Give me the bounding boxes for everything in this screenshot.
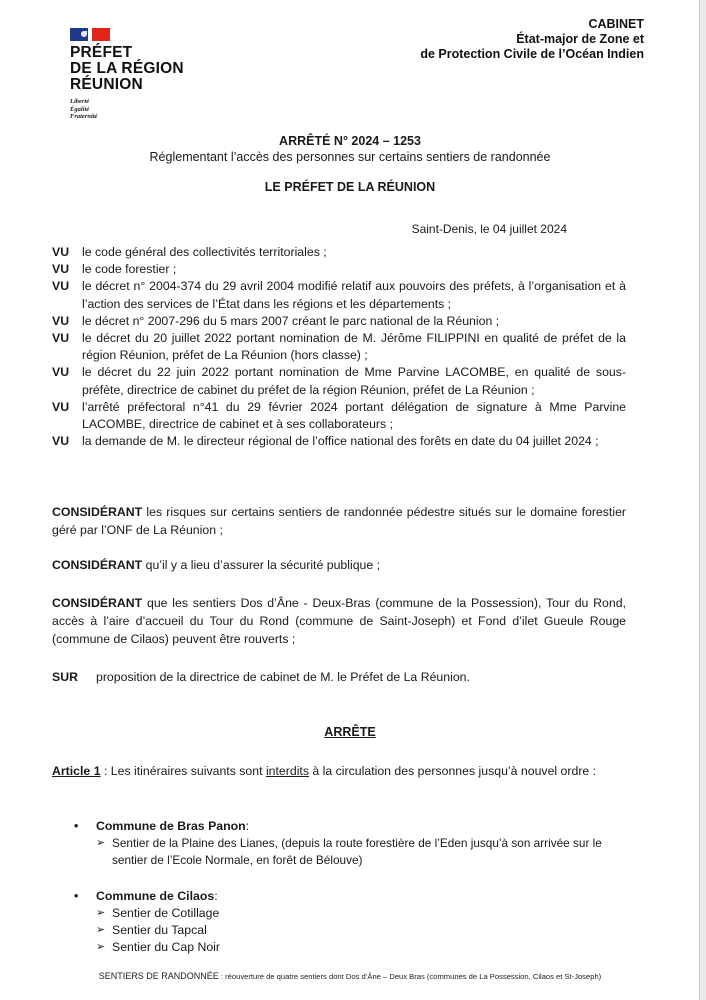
considerant-paragraph bbox=[52, 503, 626, 539]
arrow-bullet-icon: ➢ bbox=[96, 924, 106, 936]
vu-item bbox=[52, 399, 626, 433]
sur-keyword: SUR bbox=[52, 670, 78, 684]
vu-item bbox=[52, 364, 626, 398]
vu-item bbox=[52, 244, 626, 261]
prefecture-logo bbox=[70, 28, 184, 121]
sur-paragraph bbox=[52, 668, 626, 686]
commune-bras-panon bbox=[74, 818, 634, 869]
vu-item bbox=[52, 261, 626, 278]
vu-keyword: VU bbox=[52, 245, 70, 259]
commune-name: Commune de Bras Panon bbox=[96, 819, 246, 833]
trail-list bbox=[96, 905, 220, 956]
service-header bbox=[420, 17, 644, 62]
commune-suffix: : bbox=[245, 819, 250, 833]
marianne-flag-icon bbox=[70, 28, 184, 41]
service-line: de Protection Civile de l’Océan Indien bbox=[420, 47, 644, 61]
footer-label: SENTIERS DE RANDONNÉE bbox=[98, 971, 219, 981]
flag-blue-block bbox=[70, 28, 88, 41]
vu-keyword: VU bbox=[52, 279, 70, 294]
service-name: CABINET bbox=[588, 17, 644, 31]
article-1 bbox=[52, 762, 626, 780]
considerant-paragraph bbox=[52, 594, 626, 648]
vu-item bbox=[52, 313, 626, 330]
trail-name: Sentier du Tapcal bbox=[112, 923, 207, 937]
vu-text: le code général des collectivités territoriales ; bbox=[82, 245, 327, 259]
republic-motto bbox=[70, 98, 184, 121]
page-edge-scrollbar bbox=[699, 0, 706, 1000]
trail-name: Sentier de la Plaine des Lianes, (depuis la route forestière de l’Eden jusqu’à son arrivée sur le sentier de l’Ecole Normale, en forêt de Bélouve) bbox=[112, 836, 602, 867]
article-label: Article 1 bbox=[52, 764, 101, 778]
vu-item bbox=[52, 330, 626, 364]
trail-item bbox=[96, 922, 220, 939]
vu-text: le décret n° 2007-296 du 5 mars 2007 créant le parc national de la Réunion ; bbox=[82, 313, 500, 328]
motto-line: Liberté bbox=[70, 98, 90, 105]
bullet-icon: • bbox=[74, 819, 79, 833]
trail-name: Sentier de Cotillage bbox=[112, 906, 220, 920]
trail-name: Sentier du Cap Noir bbox=[112, 940, 220, 954]
vu-keyword: VU bbox=[52, 399, 70, 414]
vu-text: le décret du 20 juillet 2022 portant nomination de M. Jérôme FILIPPINI en qualité de préfet de la région Réunion, préfet de La Réunion (hors classe) ; bbox=[82, 331, 626, 363]
trail-list bbox=[96, 835, 634, 869]
trail-item bbox=[96, 939, 220, 956]
trail-item bbox=[96, 835, 634, 869]
considerant-keyword: CONSIDÉRANT bbox=[52, 558, 143, 572]
article-text: : Les itinéraires suivants sont bbox=[100, 764, 266, 778]
arrow-bullet-icon: ➢ bbox=[96, 837, 106, 849]
logo-title-line: DE LA RÉGION bbox=[70, 60, 184, 77]
logo-title-line: RÉUNION bbox=[70, 76, 143, 93]
commune-heading bbox=[74, 888, 220, 905]
considerant-keyword: CONSIDÉRANT bbox=[52, 505, 143, 519]
logo-title-line: PRÉFET bbox=[70, 44, 133, 61]
vu-keyword: VU bbox=[52, 313, 70, 328]
article-emphasis: interdits bbox=[265, 764, 309, 778]
considerant-keyword: CONSIDÉRANT bbox=[52, 596, 143, 610]
considerant-text: les risques sur certains sentiers de randonnée pédestre situés sur le domaine forestier géré par l’ONF de La Réunion ; bbox=[52, 505, 626, 537]
motto-line: Fraternité bbox=[70, 113, 98, 120]
place-and-date: Saint-Denis, le 04 juillet 2024 bbox=[411, 222, 567, 236]
logo-title bbox=[70, 45, 184, 93]
commune-heading bbox=[74, 818, 634, 835]
vu-list bbox=[52, 244, 626, 450]
vu-keyword: VU bbox=[52, 262, 70, 277]
footer-text: : réouverture de quatre sentiers dont Dos d’Âne – Deux Bras (communes de La Possession, Cilaos et St-Joseph) bbox=[218, 972, 602, 981]
commune-name: Commune de Cilaos bbox=[96, 889, 215, 903]
issuing-authority: LE PRÉFET DE LA RÉUNION bbox=[264, 180, 436, 194]
trail-item bbox=[96, 905, 220, 922]
article-text: à la circulation des personnes jusqu’à nouvel ordre : bbox=[309, 764, 597, 778]
vu-text: le décret du 22 juin 2022 portant nomination de Mme Parvine LACOMBE, en qualité de sous-préfète, directrice de cabinet du préfet de la région Réunion, préfet de La Réunion ; bbox=[82, 365, 626, 397]
considerant-text: que les sentiers Dos d’Âne - Deux-Bras (commune de la Possession), Tour du Rond, accès à l’aire d’accueil du Tour du Rond (commune de Saint-Joseph) et Fond d’ilet Gueule Rouge (commune de Cilaos) peuvent être rouverts ; bbox=[52, 596, 626, 646]
vu-item bbox=[52, 433, 626, 450]
vu-text: le décret n° 2004-374 du 29 avril 2004 modifié relatif aux pouvoirs des préfets, à l’organisation et à l’action des services de l’État dans les régions et les départements ; bbox=[82, 279, 626, 311]
commune-cilaos bbox=[74, 888, 220, 956]
vu-text: l’arrêté préfectoral n°41 du 29 février 2024 portant délégation de signature à Mme Parvine LACOMBE, directrice de cabinet et à ses collaborateurs ; bbox=[82, 399, 626, 432]
arrow-bullet-icon: ➢ bbox=[96, 941, 106, 953]
flag-red-block bbox=[92, 28, 110, 41]
considerant-text: qu’il y a lieu d’assurer la sécurité publique ; bbox=[145, 558, 381, 572]
arrow-bullet-icon: ➢ bbox=[96, 907, 106, 919]
sur-text: proposition de la directrice de cabinet de M. le Préfet de La Réunion. bbox=[96, 670, 470, 684]
vu-keyword: VU bbox=[52, 365, 70, 380]
vu-item bbox=[52, 278, 626, 312]
vu-keyword: VU bbox=[52, 331, 70, 346]
considerant-paragraph bbox=[52, 556, 626, 574]
arrete-heading: ARRÊTE bbox=[324, 725, 376, 739]
decree-subtitle: Réglementant l’accès des personnes sur certains sentiers de randonnée bbox=[149, 150, 551, 164]
vu-text: le code forestier ; bbox=[82, 262, 177, 277]
page-footer bbox=[0, 971, 700, 981]
service-line: État-major de Zone et bbox=[516, 32, 644, 46]
decree-title: ARRÊTÉ N° 2024 – 1253 bbox=[279, 134, 421, 148]
motto-line: Égalité bbox=[70, 105, 90, 113]
vu-text: la demande de M. le directeur régional de l’office national des forêts en date du 04 juillet 2024 ; bbox=[82, 434, 599, 449]
vu-keyword: VU bbox=[52, 434, 70, 449]
commune-suffix: : bbox=[214, 889, 218, 903]
bullet-icon: • bbox=[74, 889, 79, 903]
